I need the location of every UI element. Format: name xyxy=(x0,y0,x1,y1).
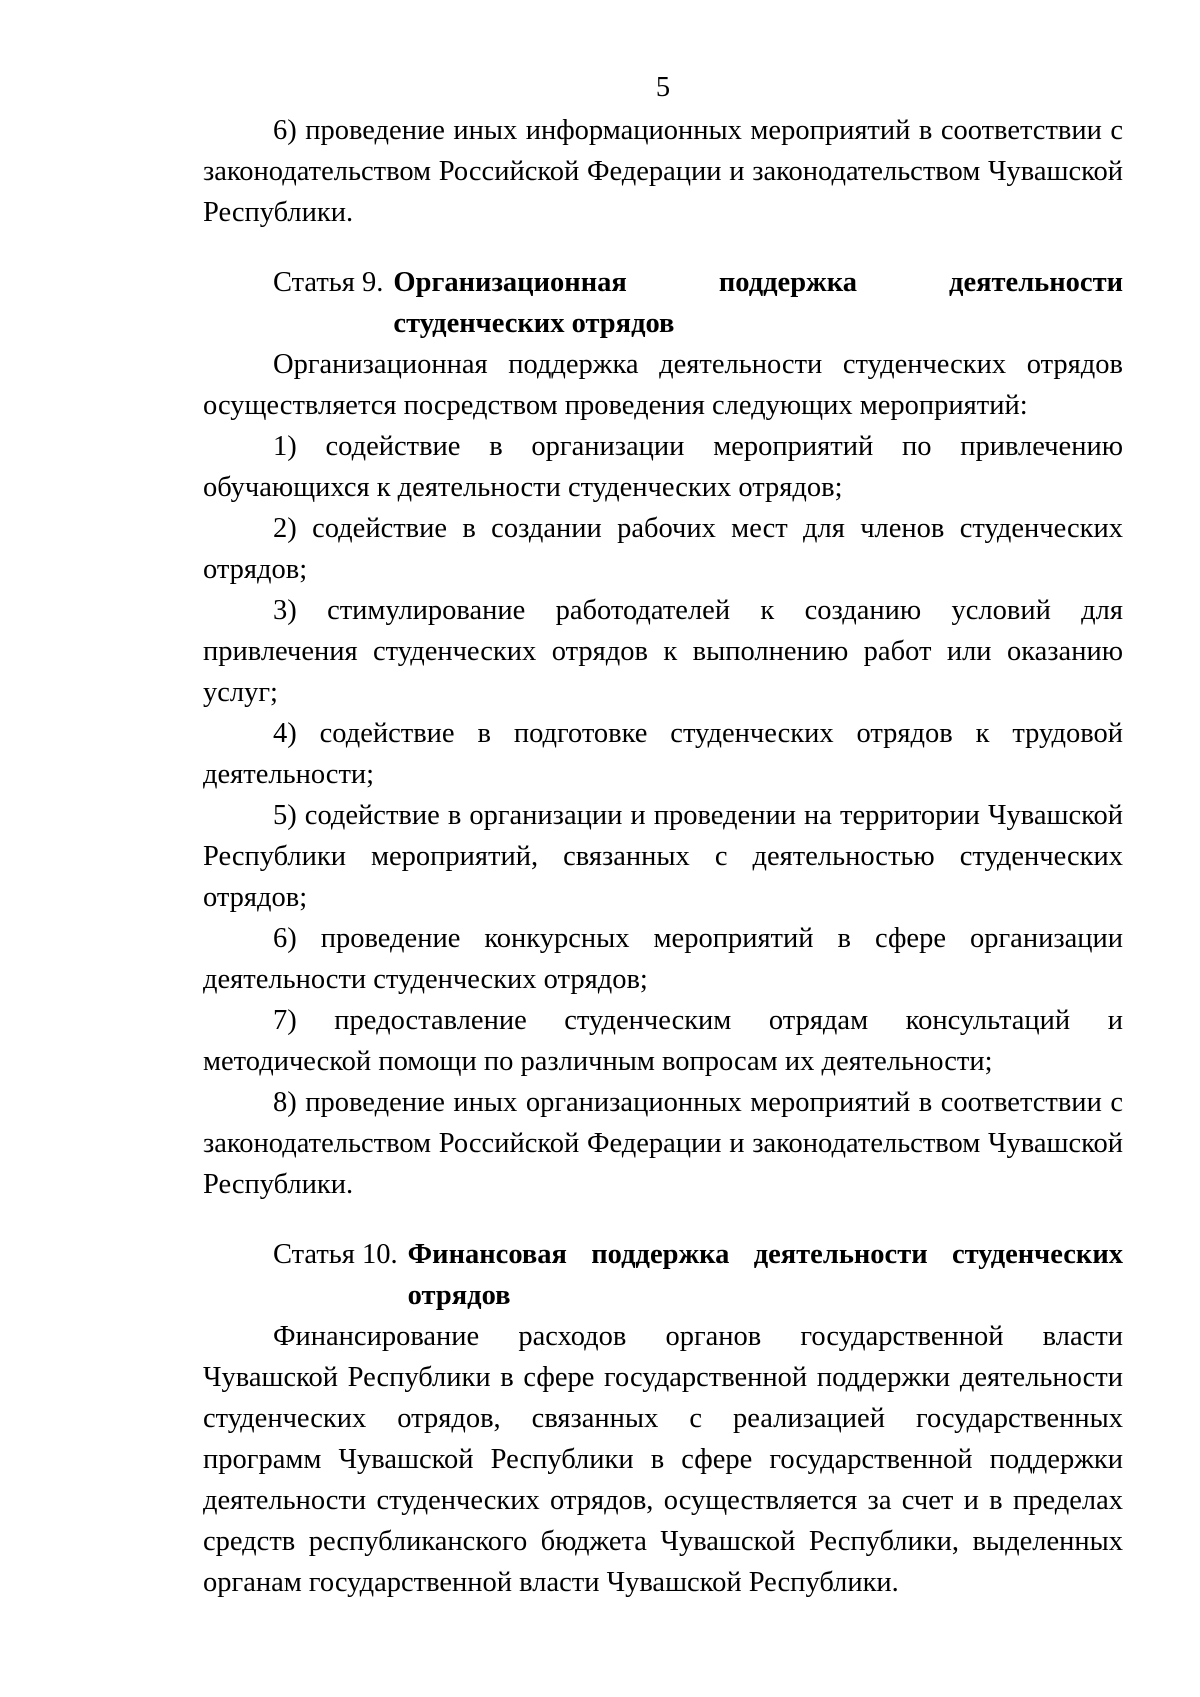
article-9-item: 7) предоставление студенческим отрядам консультаций и методической помощи по различным вопросам их деятельности; xyxy=(203,1005,1123,1077)
article-9-item: 5) содействие в организации и проведении на территории Чувашской Республики мероприятий, связанных с деятельностью студенческих отрядов; xyxy=(203,800,1123,913)
article-9-item: 2) содействие в создании рабочих мест для членов студенческих отрядов; xyxy=(203,513,1123,585)
document-page xyxy=(203,70,1123,1603)
page-number: 5 xyxy=(655,72,671,103)
article-10 xyxy=(203,1234,1123,1316)
article-10-paragraph: Финансирование расходов органов государственной власти Чувашской Республики в сфере государственной поддержки деятельности студенческих отрядов, связанных с реализацией государственных программ Чувашской Республики в сфере государственной поддержки деятельности студенческих отрядов, осуществляется за счет и в пределах средств республиканского бюджета Чувашской Республики, выделенных органам государственной власти Чувашской Республики. xyxy=(203,1321,1123,1598)
article-9-paragraph: Организационная поддержка деятельности студенческих отрядов осуществляется посредством проведения следующих мероприятий: xyxy=(203,349,1123,421)
article-9-item: 8) проведение иных организационных мероприятий в соответствии с законодательством Российской Федерации и законодательством Чувашской Республики. xyxy=(203,1087,1123,1200)
article-9 xyxy=(203,262,1123,344)
article-9-item: 1) содействие в организации мероприятий по привлечению обучающихся к деятельности студенческих отрядов; xyxy=(203,431,1123,503)
article-9-item: 4) содействие в подготовке студенческих отрядов к трудовой деятельности; xyxy=(203,718,1123,790)
article-10-heading xyxy=(273,1234,1123,1316)
article-10-number: Статья 10. xyxy=(273,1239,398,1270)
article-9-number: Статья 9. xyxy=(273,267,384,298)
article-9-heading xyxy=(273,262,1123,344)
article-9-title: Организационная поддержка деятельности студенческих отрядов xyxy=(393,267,1123,339)
article-10-title: Финансовая поддержка деятельности студенческих отрядов xyxy=(407,1239,1123,1311)
intro-paragraph: 6) проведение иных информационных мероприятий в соответствии с законодательством Российской Федерации и законодательством Чувашской Республики. xyxy=(203,115,1123,228)
article-9-item: 3) стимулирование работодателей к созданию условий для привлечения студенческих отрядов к выполнению работ или оказанию услуг; xyxy=(203,595,1123,708)
article-9-item: 6) проведение конкурсных мероприятий в сфере организации деятельности студенческих отрядов; xyxy=(203,923,1123,995)
